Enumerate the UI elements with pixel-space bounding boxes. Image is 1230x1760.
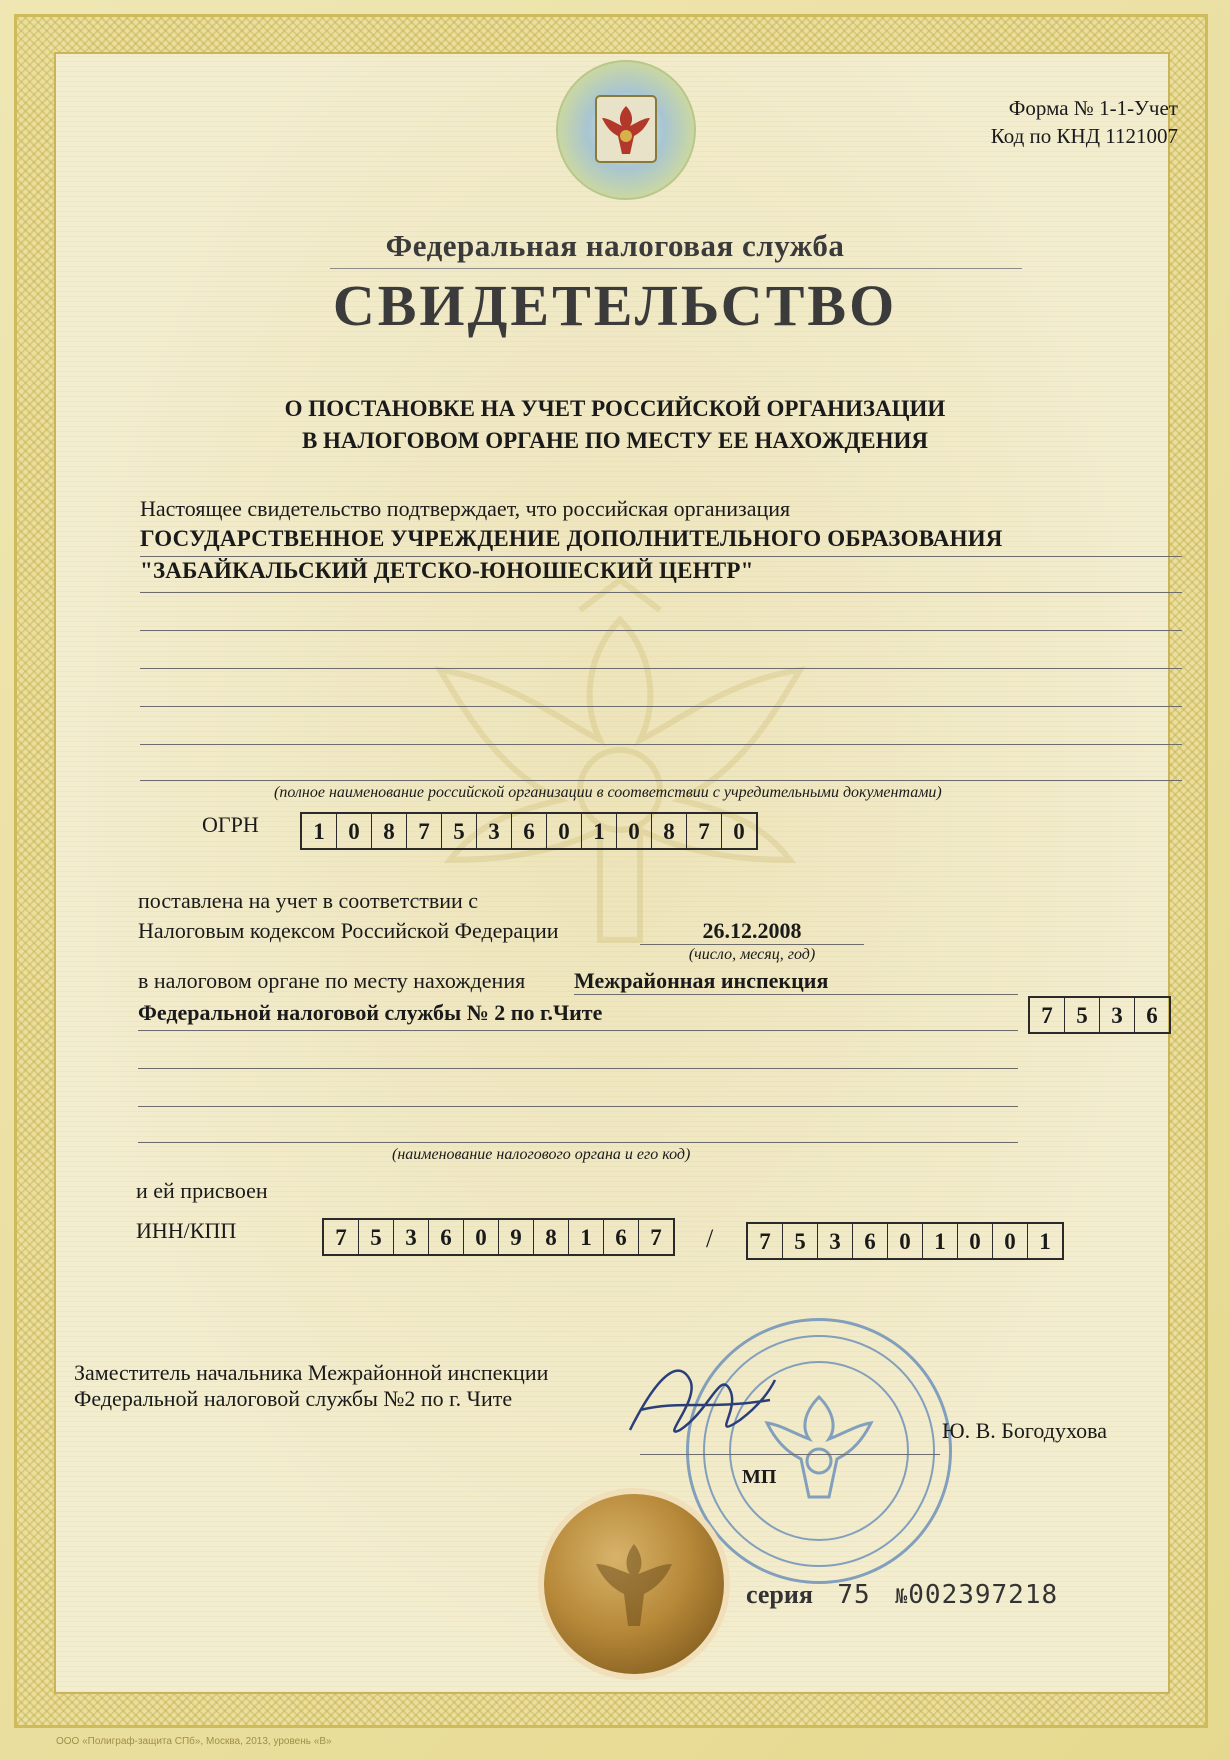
inn-boxes bbox=[322, 1218, 675, 1256]
digit-cell: 5 bbox=[359, 1220, 394, 1254]
org-name-line-1: ГОСУДАРСТВЕННОЕ УЧРЕЖДЕНИЕ ДОПОЛНИТЕЛЬНОГО ОБРАЗОВАНИЯ bbox=[140, 526, 1003, 551]
org-name-line-2: "ЗАБАЙКАЛЬСКИЙ ДЕТСКО-ЮНОШЕСКИЙ ЦЕНТР" bbox=[140, 558, 754, 583]
digit-cell: 5 bbox=[1065, 998, 1100, 1032]
digit-cell: 5 bbox=[783, 1224, 818, 1258]
digit-cell: 1 bbox=[923, 1224, 958, 1258]
digit-cell: 1 bbox=[582, 814, 617, 848]
document-title: СВИДЕТЕЛЬСТВО bbox=[332, 273, 898, 338]
digit-cell: 3 bbox=[394, 1220, 429, 1254]
digit-cell: 6 bbox=[1146, 1003, 1158, 1028]
registered-line-2: Налоговым кодексом Российской Федерации bbox=[138, 918, 559, 943]
digit-cell: 9 bbox=[499, 1220, 534, 1254]
rule bbox=[140, 744, 1182, 745]
digit-cell: 0 bbox=[958, 1224, 993, 1258]
position-line-2: Федеральной налоговой службы №2 по г. Чите bbox=[74, 1386, 513, 1411]
inn-kpp-separator: / bbox=[706, 1224, 714, 1253]
rule bbox=[140, 780, 1182, 781]
signatory-position bbox=[74, 1360, 548, 1412]
document-subtitle bbox=[0, 393, 1230, 457]
digit-cell: 6 bbox=[853, 1224, 888, 1258]
signature-line bbox=[640, 1454, 940, 1455]
registered-line-1: поставлена на учет в соответствии с bbox=[138, 888, 479, 913]
digit-cell: 0 bbox=[547, 814, 582, 848]
digit-cell: 7 bbox=[1030, 998, 1065, 1032]
rule bbox=[138, 1106, 1018, 1107]
number-sign: № bbox=[895, 1584, 909, 1608]
digit-cell: 1 bbox=[569, 1220, 604, 1254]
serial-value: 002397218 bbox=[908, 1580, 1059, 1610]
inn-kpp-label: ИНН/КПП bbox=[136, 1218, 237, 1243]
digit-cell: 0 bbox=[888, 1224, 923, 1258]
digit-cell: 8 bbox=[534, 1220, 569, 1254]
hologram-emblem bbox=[556, 60, 696, 200]
digit-cell: 0 bbox=[733, 819, 745, 844]
mp-label: МП bbox=[742, 1466, 777, 1488]
rule bbox=[140, 706, 1182, 707]
digit-cell: 5 bbox=[442, 814, 477, 848]
form-number-block bbox=[991, 94, 1178, 150]
digit-cell: 7 bbox=[650, 1225, 662, 1250]
digit-cell: 0 bbox=[337, 814, 372, 848]
ogrn-boxes bbox=[300, 812, 758, 850]
org-caption: (полное наименование российской организации в соответствии с учредительными документами) bbox=[274, 784, 942, 801]
signatory-name: Ю. В. Богодухова bbox=[942, 1418, 1107, 1443]
agency-name: Федеральная налоговая служба bbox=[385, 228, 845, 263]
digit-cell: 1 bbox=[302, 814, 337, 848]
lead-text: Настоящее свидетельство подтверждает, что российская организация bbox=[140, 496, 791, 521]
coat-of-arms-icon bbox=[592, 92, 660, 168]
rule bbox=[140, 630, 1182, 631]
authority-caption: (наименование налогового органа и его код) bbox=[392, 1146, 691, 1163]
rule bbox=[140, 556, 1182, 557]
digit-cell: 6 bbox=[512, 814, 547, 848]
knd-code: Код по КНД 1121007 bbox=[990, 124, 1178, 148]
digit-cell: 6 bbox=[429, 1220, 464, 1254]
authority-prefix: в налоговом органе по месту нахождения bbox=[138, 968, 526, 993]
digit-cell: 3 bbox=[1100, 998, 1135, 1032]
subtitle-line-1: О ПОСТАНОВКЕ НА УЧЕТ РОССИЙСКОЙ ОРГАНИЗАЦИИ bbox=[284, 396, 946, 421]
digit-cell: 3 bbox=[818, 1224, 853, 1258]
form-number: Форма № 1-1-Учет bbox=[1008, 96, 1178, 120]
kpp-boxes bbox=[746, 1222, 1064, 1260]
authority-line-1: Межрайонная инспекция bbox=[574, 968, 829, 993]
digit-cell: 7 bbox=[324, 1220, 359, 1254]
subtitle-line-2: В НАЛОГОВОМ ОРГАНЕ ПО МЕСТУ ЕЕ НАХОЖДЕНИЯ bbox=[301, 428, 929, 453]
rule bbox=[574, 994, 1018, 995]
digit-cell: 0 bbox=[464, 1220, 499, 1254]
rule bbox=[138, 1142, 1018, 1143]
rule bbox=[140, 668, 1182, 669]
printer-footer: ООО «Полиграф-защита СПб», Москва, 2013, уровень «В» bbox=[56, 1736, 332, 1747]
series-label: серия bbox=[746, 1580, 813, 1609]
digit-cell: 8 bbox=[372, 814, 407, 848]
ogrn-label: ОГРН bbox=[202, 812, 259, 837]
serial-number bbox=[746, 1580, 1058, 1610]
digit-cell: 7 bbox=[748, 1224, 783, 1258]
authority-line-2: Федеральной налоговой службы № 2 по г.Чите bbox=[138, 1000, 603, 1025]
position-line-1: Заместитель начальника Межрайонной инспекции bbox=[74, 1360, 549, 1385]
digit-cell: 1 bbox=[1039, 1229, 1051, 1254]
agency-underline bbox=[330, 268, 1022, 269]
digit-cell: 7 bbox=[407, 814, 442, 848]
series-value: 75 bbox=[837, 1580, 871, 1610]
digit-cell: 0 bbox=[993, 1224, 1028, 1258]
rule bbox=[140, 592, 1182, 593]
assigned-label: и ей присвоен bbox=[136, 1178, 268, 1203]
seal-eagle-icon bbox=[588, 1534, 680, 1634]
digit-cell: 0 bbox=[617, 814, 652, 848]
watermark-eagle-icon bbox=[360, 560, 880, 980]
authority-code-boxes bbox=[1028, 996, 1171, 1034]
gold-seal bbox=[544, 1494, 724, 1674]
rule bbox=[138, 1030, 1018, 1031]
registration-date: 26.12.2008 bbox=[702, 918, 802, 943]
signature-scribble-icon bbox=[620, 1350, 780, 1460]
date-caption: (число, месяц, год) bbox=[688, 946, 816, 963]
digit-cell: 7 bbox=[687, 814, 722, 848]
digit-cell: 3 bbox=[477, 814, 512, 848]
rule bbox=[640, 944, 864, 945]
rule bbox=[138, 1068, 1018, 1069]
digit-cell: 8 bbox=[652, 814, 687, 848]
digit-cell: 6 bbox=[604, 1220, 639, 1254]
